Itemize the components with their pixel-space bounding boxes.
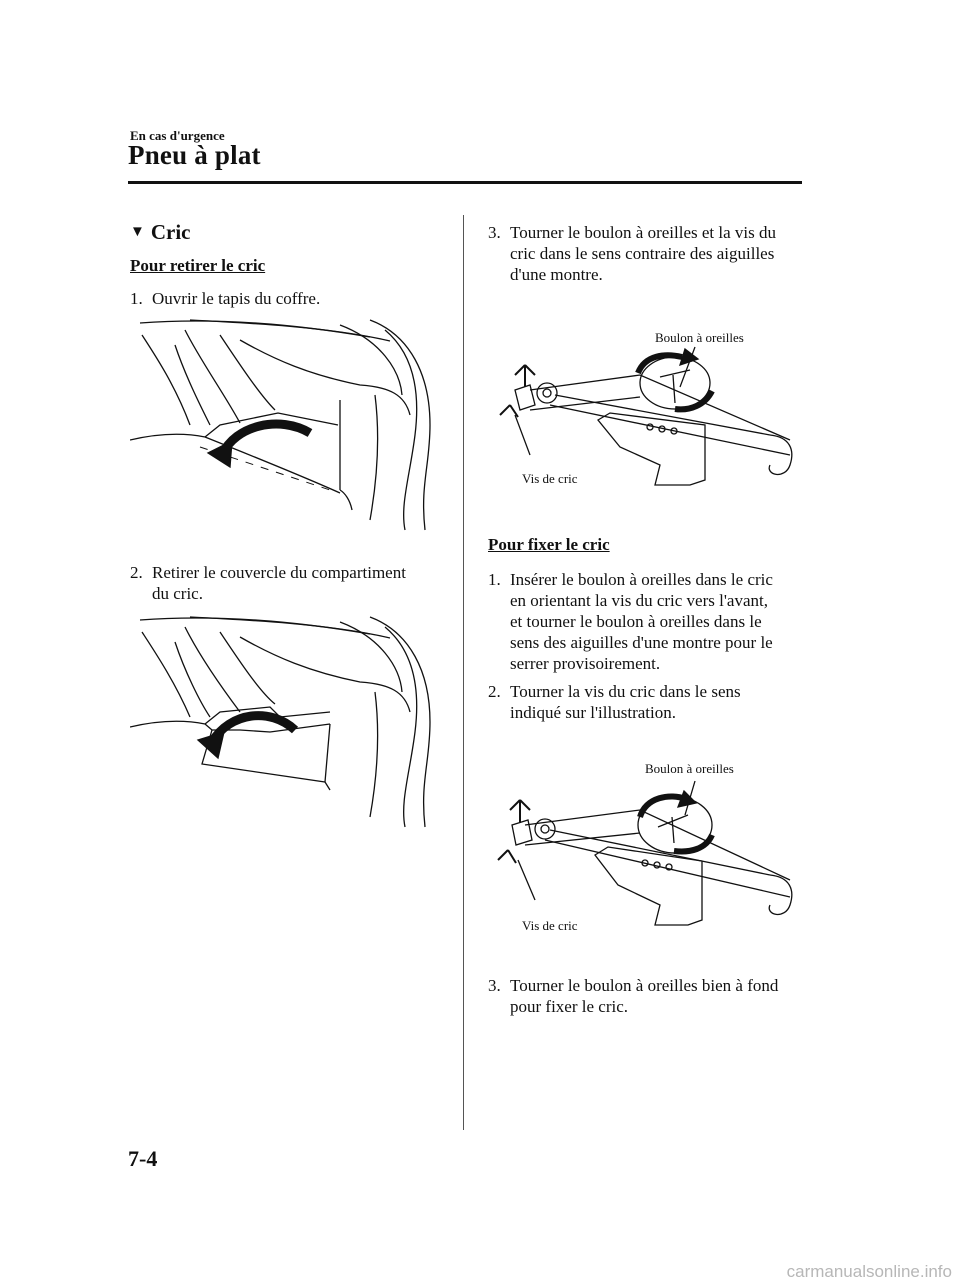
wing-bolt-label: Boulon à oreilles bbox=[655, 330, 744, 345]
subheading-remove: Pour retirer le cric bbox=[130, 256, 266, 275]
step-2-attach: 2. Tourner la vis du cric dans le sens bbox=[488, 682, 741, 701]
step-1-attach-line2: en orientant la vis du cric vers l'avant, bbox=[510, 591, 768, 610]
jack-screw-label: Vis de cric bbox=[522, 471, 578, 486]
step-2-remove-cont: du cric. bbox=[152, 584, 203, 603]
step-1-attach-line5: serrer provisoirement. bbox=[510, 654, 661, 673]
step-2-attach-line2: indiqué sur l'illustration. bbox=[510, 703, 676, 722]
jack-screw-label-2: Vis de cric bbox=[522, 918, 578, 933]
step-3-attach: 3. Tourner le boulon à oreilles bien à fond bbox=[488, 976, 779, 995]
step-3-remove-line2: cric dans le sens contraire des aiguilles bbox=[510, 244, 775, 263]
column-divider bbox=[463, 215, 464, 1130]
step-1-remove: 1. Ouvrir le tapis du coffre. bbox=[130, 289, 321, 308]
step-3-remove-line3: d'une montre. bbox=[510, 265, 603, 284]
subheading-attach: Pour fixer le cric bbox=[488, 535, 610, 554]
heading-text: Cric bbox=[150, 220, 191, 244]
section-label: En cas d'urgence bbox=[130, 128, 225, 143]
triangle-marker-icon: ▼ bbox=[130, 224, 145, 240]
watermark: carmanualsonline.info bbox=[786, 1262, 952, 1281]
step-3-attach-line2: pour fixer le cric. bbox=[510, 997, 628, 1016]
trunk-mat-illustration bbox=[130, 315, 440, 540]
wing-bolt-label-2: Boulon à oreilles bbox=[645, 761, 734, 776]
jack-cover-illustration bbox=[130, 612, 440, 837]
page-number: 7-4 bbox=[128, 1146, 158, 1171]
step-1-attach-line4: sens des aiguilles d'une montre pour le bbox=[510, 633, 773, 652]
jack-attach-illustration bbox=[490, 755, 800, 935]
step-1-attach: 1. Insérer le boulon à oreilles dans le cric bbox=[488, 570, 773, 589]
page-title: Pneu à plat bbox=[128, 140, 261, 170]
step-2-remove: 2. Retirer le couvercle du compartiment bbox=[130, 563, 406, 582]
section-heading bbox=[130, 220, 191, 245]
title-rule bbox=[128, 181, 802, 184]
step-3-remove: 3. Tourner le boulon à oreilles et la vis du bbox=[488, 223, 777, 242]
step-1-attach-line3: et tourner le boulon à oreilles dans le bbox=[510, 612, 762, 631]
jack-loosen-illustration bbox=[490, 325, 800, 500]
